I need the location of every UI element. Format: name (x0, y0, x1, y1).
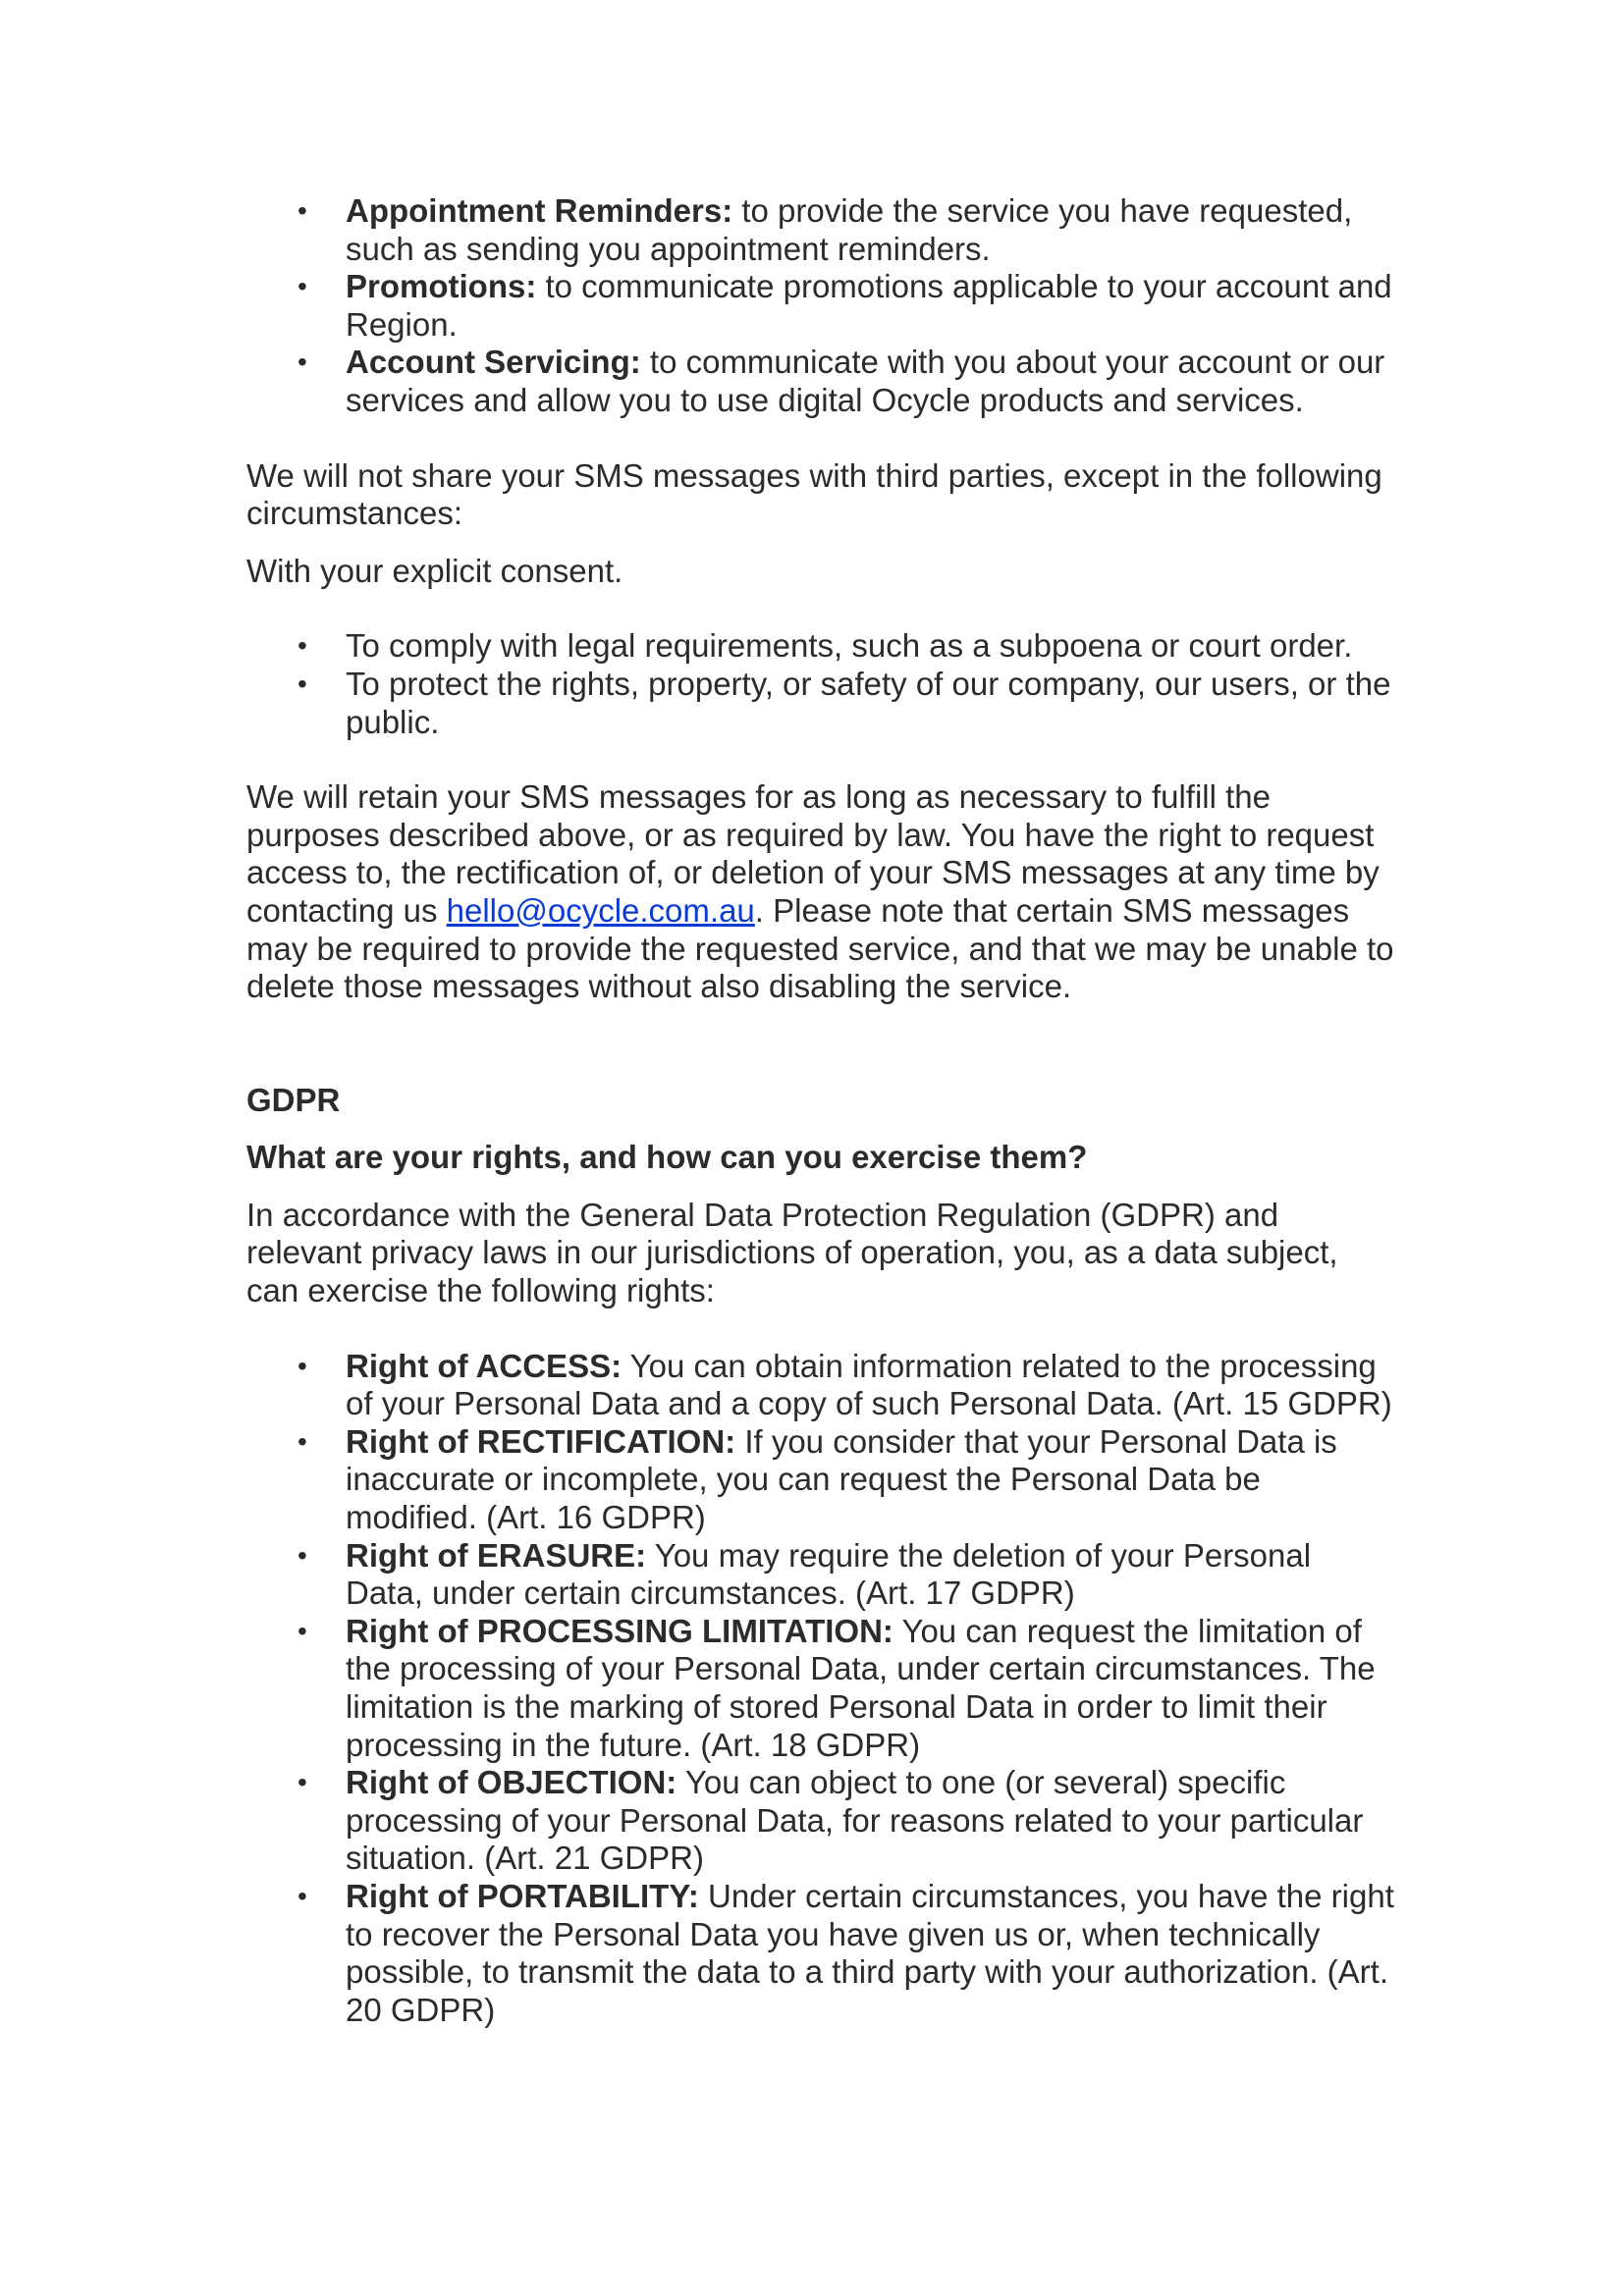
sharing-intro-paragraph: We will not share your SMS messages with third parties, except in the following circumstances: (246, 456, 1382, 532)
bullet-icon: • (298, 1539, 307, 1571)
list-item: • Right of ACCESS: You can obtain information related to the processing of your Personal Data and a copy of such Personal Data. (Art. 15 GDPR) (298, 1347, 1392, 1422)
bullet-icon: • (298, 1615, 307, 1646)
list-item: • To protect the rights, property, or safety of our company, our users, or the public. (298, 665, 1391, 740)
bullet-icon: • (298, 630, 307, 662)
bullet-icon: • (298, 1767, 307, 1798)
bullet-icon: • (298, 1880, 307, 1911)
list-item: • Appointment Reminders: to provide the service you have requested, such as sending you appointment reminders. (298, 192, 1353, 267)
sms-uses-list (246, 192, 1395, 420)
list-item: • Right of ERASURE: You may require the deletion of your Personal Data, under certain circumstances. (Art. 17 GDPR) (298, 1536, 1312, 1612)
list-item: • Promotions: to communicate promotions applicable to your account and Region. (298, 268, 1392, 343)
list-item: • Right of PROCESSING LIMITATION: You can request the limitation of the processing of your Personal Data, under certain circumstances. The limitation is the marking of stored Personal Data in order to limit their processing in the future. (Art. 18 GDPR) (298, 1612, 1376, 1763)
list-item: • Right of PORTABILITY: Under certain circumstances, you have the right to recover the Personal Data you have given us or, when technically possible, to transmit the data to a third party with your authorization. (Art. 20 GDPR) (298, 1877, 1394, 2028)
list-item: • Right of OBJECTION: You can object to one (or several) specific processing of your Personal Data, for reasons related to your particular situation. (Art. 21 GDPR) (298, 1764, 1364, 1877)
email-link[interactable]: hello@ocycle.com.au (446, 891, 755, 929)
consent-line: With your explicit consent. (246, 552, 623, 589)
gdpr-heading: GDPR (246, 1081, 341, 1118)
bullet-icon: • (298, 1425, 307, 1457)
list-item: • Account Servicing: to communicate with you about your account or our services and allow you to use digital Ocycle products and services. (298, 344, 1385, 418)
bullet-icon: • (298, 195, 307, 226)
sharing-exceptions-list (246, 627, 1395, 741)
gdpr-intro-paragraph: In accordance with the General Data Protection Regulation (GDPR) and relevant privacy laws in our jurisdictions of operation, you, as a data subject, can exercise the following rights: (246, 1196, 1338, 1309)
bullet-icon: • (298, 271, 307, 302)
gdpr-subheading: What are your rights, and how can you exercise them? (246, 1139, 1088, 1176)
bullet-icon: • (298, 347, 307, 378)
retention-paragraph: We will retain your SMS messages for as long as necessary to fulfill the purposes described above, or as required by law. You have the right to request access to, the rectification of, or deletion of your SMS messages at any time by contacting us hello@ocycle.com.au. Please note that certain SMS messages may be required to provide the requested service, and that we may be unable to delete those messages without also disabling the service. (246, 778, 1394, 1005)
bullet-icon: • (298, 1350, 307, 1381)
page-content (246, 192, 1395, 2029)
gdpr-rights-list (246, 1348, 1395, 2030)
list-item: • To comply with legal requirements, such as a subpoena or court order. (298, 627, 1353, 665)
list-item: • Right of RECTIFICATION: If you consider that your Personal Data is inaccurate or incomplete, you can request the Personal Data be modified. (Art. 16 GDPR) (298, 1422, 1337, 1536)
bullet-icon: • (298, 667, 307, 699)
